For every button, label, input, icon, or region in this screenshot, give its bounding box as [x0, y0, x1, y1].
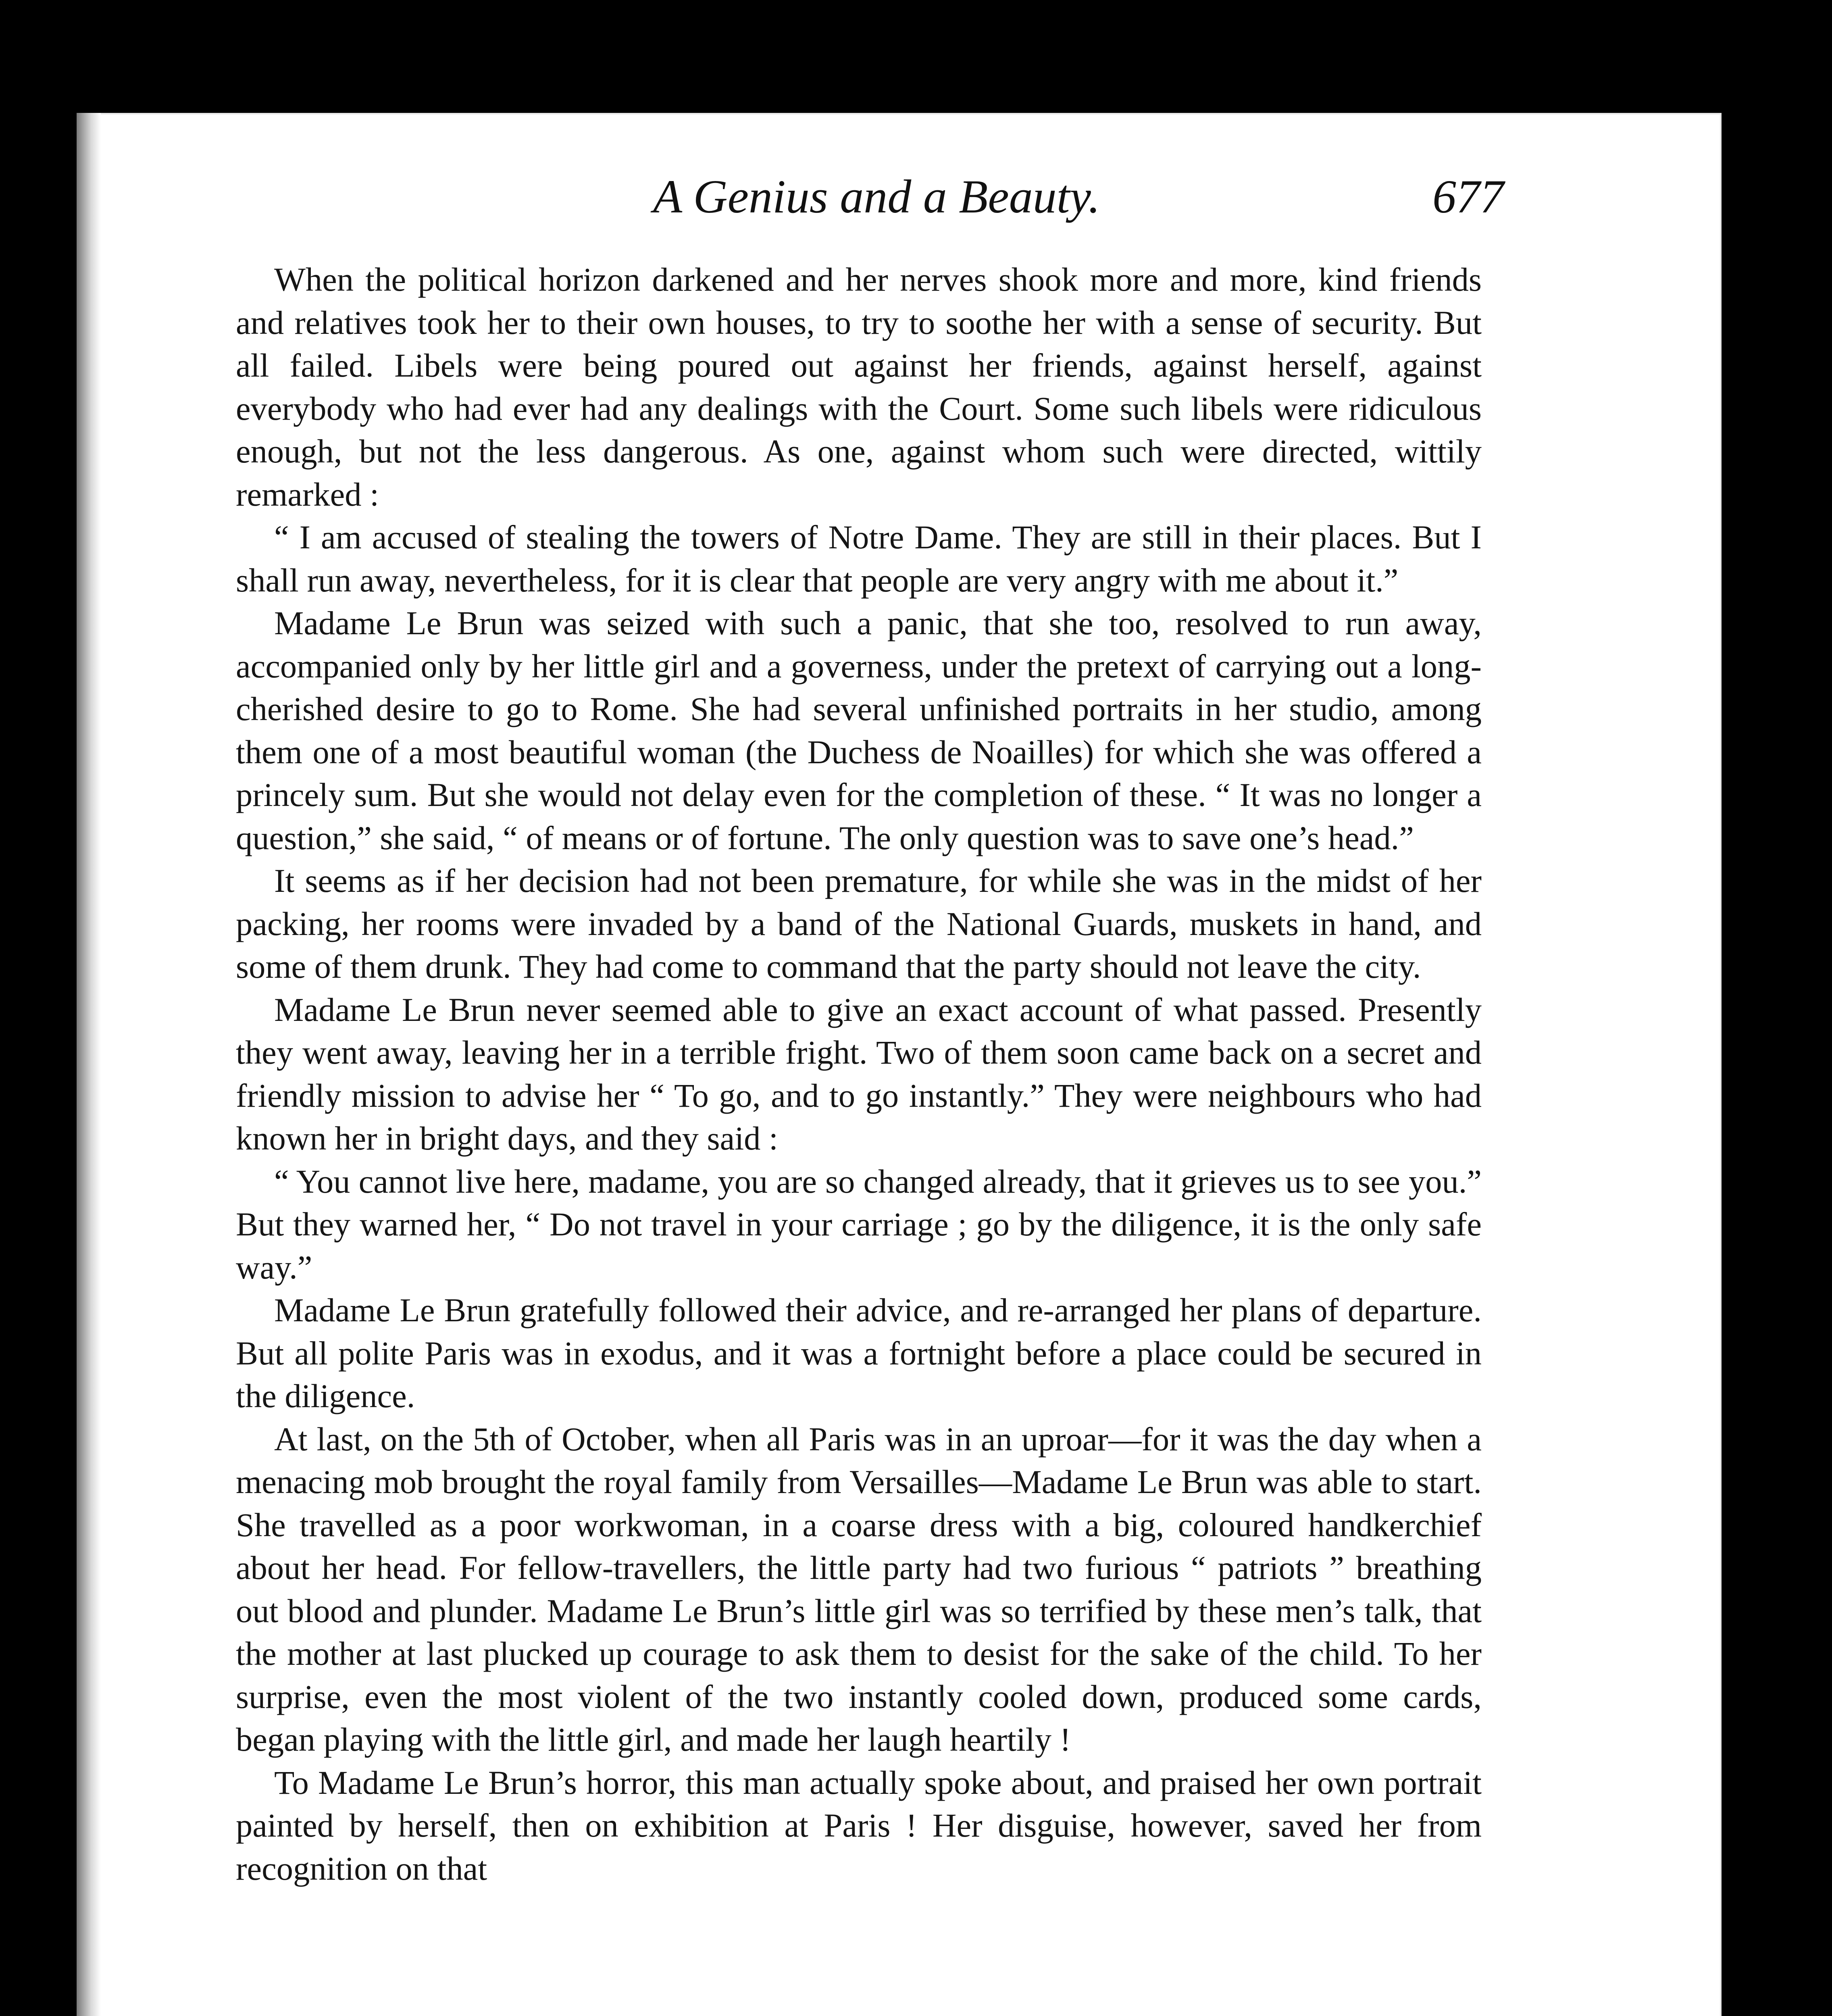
paragraph: Madame Le Brun was seized with such a panic, that she too, resolved to run away, accompanied only by her little girl and a governess, under the pretext of carrying out a long-cherished desire to go to Rome. She had several unfinished portraits in her studio, among them one of a most beautiful woman (the Duchess de Noailles) for which she was offered a princely sum. But she would not delay even for the completion of these. “ It was no longer a question,” she said, “ of means or of fortune. The only question was to save one’s head.” — [236, 604, 1482, 856]
paragraph: Madame Le Brun never seemed able to give an exact account of what passed. Presently they went away, leaving her in a terrible fright. Two of them soon came back on a secret and friendly mission to advise her “ To go, and to go instantly.” They were neighbours who had known her in bright days, and they said : — [236, 991, 1482, 1157]
paragraph: To Madame Le Brun’s horror, this man actually spoke about, and praised her own portrait painted by herself, then on exhibition at Paris ! Her disguise, however, saved her from recognition on that — [236, 1764, 1482, 1887]
paragraph: “ I am accused of stealing the towers of Notre Dame. They are still in their places. But I shall run away, nevertheless, for it is clear that people are very angry with me about it.” — [236, 519, 1482, 599]
body-text — [236, 258, 1482, 1890]
page-number: 677 — [1432, 170, 1504, 223]
running-title: A Genius and a Beauty. — [653, 170, 1100, 223]
paragraph: It seems as if her decision had not been premature, for while she was in the midst of her packing, her rooms were invaded by a band of the National Guards, muskets in hand, and some of them drunk. They had come to command that the party should not leave the city. — [236, 862, 1482, 985]
running-header — [577, 169, 1504, 230]
paragraph: Madame Le Brun gratefully followed their advice, and re-arranged her plans of departure. But all polite Paris was in exodus, and it was a fortnight before a place could be secured in the diligence. — [236, 1291, 1482, 1414]
paragraph: “ You cannot live here, madame, you are so changed already, that it grieves us to see you.” But they warned her, “ Do not travel in your carriage ; go by the diligence, it is the only safe way.” — [236, 1162, 1482, 1286]
paragraph: When the political horizon darkened and her nerves shook more and more, kind friends and relatives took her to their own houses, to try to soothe her with a sense of security. But all failed. Libels were being poured out against her friends, against herself, against everybody who had ever had any dealings with the Court. Some such libels were ridiculous enough, but not the less dangerous. As one, against whom such were directed, wittily remarked : — [236, 261, 1482, 513]
paragraph: At last, on the 5th of October, when all Paris was in an uproar—for it was the day when a menacing mob brought the royal family from Versailles—Madame Le Brun was able to start. She travelled as a poor workwoman, in a coarse dress with a big, coloured handkerchief about her head. For fellow-travellers, the little party had two furious “ patriots ” breathing out blood and plunder. Madame Le Brun’s little girl was so terrified by these men’s talk, that the mother at last plucked up courage to ask them to desist for the sake of the child. To her surprise, even the most violent of the two instantly cooled down, produced some cards, began playing with the little girl, and made her laugh heartily ! — [236, 1420, 1482, 1758]
page-binding-edge — [77, 113, 101, 2016]
